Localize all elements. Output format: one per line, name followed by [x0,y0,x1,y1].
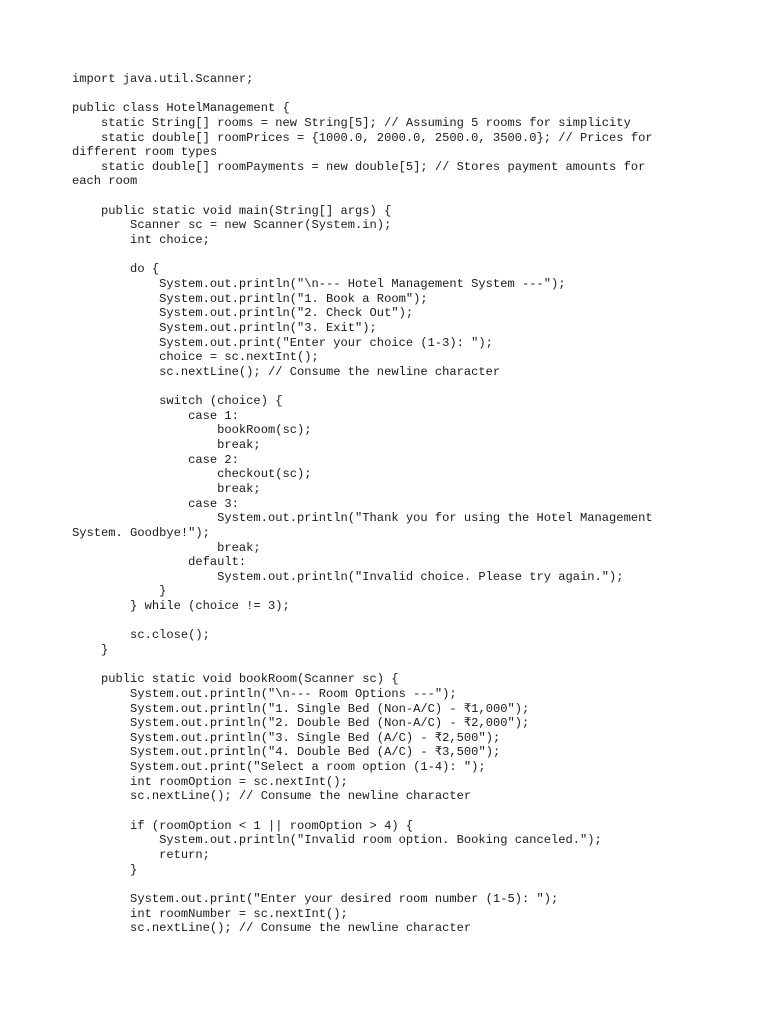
code-line: return; [72,847,210,862]
code-line: } [72,642,109,657]
code-line [72,87,692,102]
code-line: if (roomOption < 1 || roomOption > 4) { [72,818,414,833]
code-line: int roomOption = sc.nextInt(); [72,774,348,789]
code-line: do { [72,262,160,277]
code-line: public static void main(String[] args) { [72,203,392,218]
code-line: break; [72,438,261,453]
code-line: case 3: [72,496,239,511]
code-line: sc.close(); [72,628,210,643]
code-line: break; [72,481,261,496]
code-line: sc.nextLine(); // Consume the newline character [72,789,472,804]
code-line: System.out.println("1. Single Bed (Non-A/C) - ₹1,000"); [72,701,530,716]
code-line: public static void bookRoom(Scanner sc) { [72,672,399,687]
code-line: System.out.println("\n--- Hotel Management System ---"); [72,276,566,291]
code-line [72,614,692,629]
code-line: System.out.println("Thank you for using the Hotel Management [72,511,653,526]
code-line: } while (choice != 3); [72,599,290,614]
code-line: case 2: [72,452,239,467]
code-line: static double[] roomPayments = new double[5]; // Stores payment amounts for [72,159,646,174]
code-line: System.out.println("4. Double Bed (A/C) - ₹3,500"); [72,745,501,760]
code-line: bookRoom(sc); [72,423,312,438]
code-line: System.out.println("2. Double Bed (Non-A/C) - ₹2,000"); [72,716,530,731]
code-block [72,72,692,936]
code-line: sc.nextLine(); // Consume the newline character [72,921,472,936]
code-line: each room [72,174,138,189]
code-line: checkout(sc); [72,467,312,482]
code-line: import java.util.Scanner; [72,72,254,86]
code-line: } [72,584,167,599]
code-line [72,804,692,819]
code-line [72,658,692,673]
code-line: switch (choice) { [72,394,283,409]
code-line: System.out.println("1. Book a Room"); [72,291,428,306]
code-line: System.out.println("Invalid room option. Booking canceled."); [72,833,602,848]
code-line: } [72,862,138,877]
code-line: sc.nextLine(); // Consume the newline character [72,364,501,379]
code-line: break; [72,540,261,555]
code-line: static String[] rooms = new String[5]; // Assuming 5 rooms for simplicity [72,115,631,130]
code-line: public class HotelManagement { [72,101,290,116]
code-line [72,189,692,204]
code-line: System. Goodbye!"); [72,525,210,540]
code-line: System.out.println("\n--- Room Options ---"); [72,686,457,701]
code-line: System.out.println("3. Single Bed (A/C) - ₹2,500"); [72,730,501,745]
code-line: different room types [72,145,218,160]
code-line [72,248,692,263]
code-line: static double[] roomPrices = {1000.0, 2000.0, 2500.0, 3500.0}; // Prices for [72,130,653,145]
code-line: System.out.print("Select a room option (1-4): "); [72,760,486,775]
code-line: System.out.print("Enter your desired room number (1-5): "); [72,891,559,906]
code-line: System.out.println("3. Exit"); [72,320,377,335]
code-line: choice = sc.nextInt(); [72,350,319,365]
code-line: int choice; [72,233,210,248]
code-line: System.out.println("Invalid choice. Please try again."); [72,569,624,584]
code-line [72,379,692,394]
code-line: System.out.print("Enter your choice (1-3): "); [72,335,493,350]
code-line: System.out.println("2. Check Out"); [72,306,414,321]
code-line: case 1: [72,408,239,423]
code-line: int roomNumber = sc.nextInt(); [72,906,348,921]
code-line [72,877,692,892]
code-line: Scanner sc = new Scanner(System.in); [72,218,392,233]
code-line: default: [72,555,247,570]
